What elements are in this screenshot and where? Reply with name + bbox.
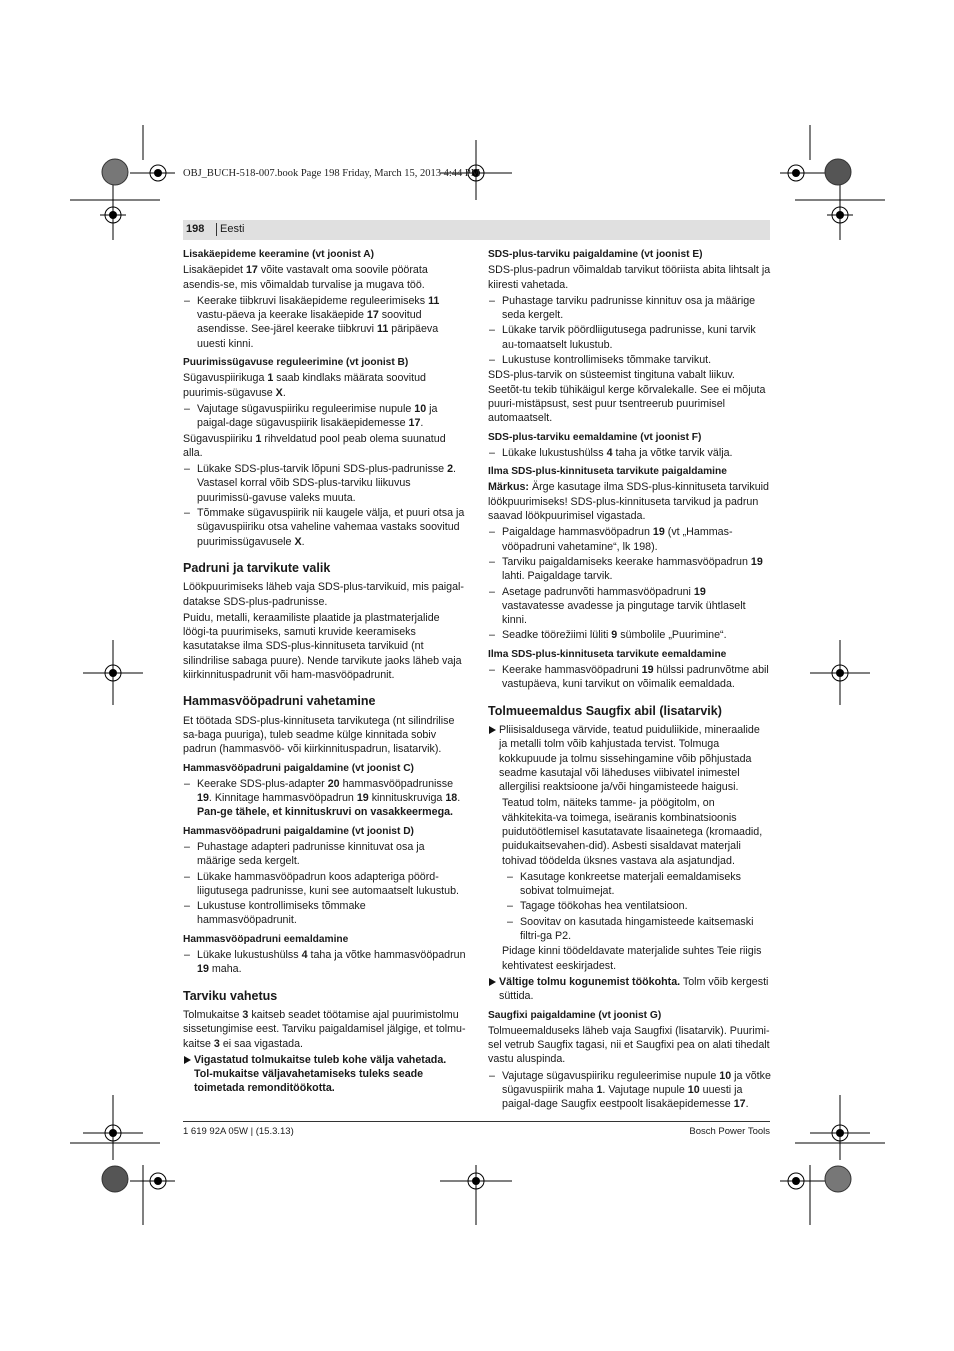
section-heading: Tarviku vahetus — [183, 988, 278, 1003]
heading: SDS-plus-tarviku paigaldamine (vt joonist E) — [488, 249, 703, 260]
paragraph: Märkus: Ärge kasutage ilma SDS-plus-kinnituseta tarvikuid löökpuurimiseks! SDS-plus-kinnituseta tarvikud ja padrun saavad löökpuurimisel vigastada. — [488, 481, 769, 523]
list-item: – Asetage padrunvõti hammasvööpadruni 19 vastavatesse avadesse ja pingutage tarvik ühtlaselt kinni. — [488, 585, 771, 628]
list-item: – Keerake tiibkruvi lisakäepideme reguleerimiseks 11 vastu-päeva ja keerake lisakäepide 17 soovitud asendisse. See-järel keerake tiibkruvi 11 päripäeva uuesti kinni. — [183, 294, 466, 351]
list-item: – Paigaldage hammasvööpadrun 19 (vt „Hammas-vööpadruni vahetamine“, lk 198). — [488, 525, 771, 554]
list-item: – Tarviku paigaldamiseks keerake hammasvööpadrun 19 lahti. Paigaldage tarvik. — [488, 555, 771, 584]
footer-doc-id: 1 619 92A 05W | (15.3.13) — [183, 1126, 294, 1137]
list-item: – Soovitav on kasutada hingamisteede kaitsemaski filtri-ga P2. — [506, 915, 771, 944]
list-item: – Puhastage adapteri padrunisse kinnituvat osa ja määrige seda kergelt. — [183, 840, 466, 869]
list-item: – Lukustuse kontrollimiseks tõmmake hammasvööpadrunit. — [183, 899, 466, 928]
list-item: – Lükake hammasvööpadrun koos adapteriga pöörd-liigutusega padrunisse, kuni see automaatselt lukustub. — [183, 870, 466, 899]
section-heading: Padruni ja tarvikute valik — [183, 560, 331, 575]
paragraph: Lisakäepidet 17 võite vastavalt oma soovile pöörata asendis-se, mis võimaldab turvalise ja mugava töö. — [183, 264, 428, 291]
footer-brand: Bosch Power Tools — [689, 1126, 770, 1137]
list-item: – Tagage töökohas hea ventilatsioon. — [506, 899, 771, 913]
list-item: – Vajutage sügavuspiiriku reguleerimise nupule 10 ja võtke sügavuspiirik maha 1. Vajutage nupule 10 uuesti ja paigal-dage Saugfix eestpoolt lisakäepidemesse 17. — [488, 1069, 771, 1112]
paragraph: Pidage kinni töödeldavate materjalide suhtes Teie riigis kehtivatest eeskirjadest. — [502, 945, 762, 972]
list-item: – Kasutage konkreetse materjali eemaldamiseks sobivat tolmuimejat. — [506, 870, 771, 899]
paragraph: Tolmueemalduseks läheb vaja Saugfixi (lisatarvik). Puurimi-sel vetrub Saugfix tagasi, nii et Saugfixi pea on alati tihedalt vastu aluspinda. — [488, 1024, 770, 1066]
heading: Hammasvööpadruni paigaldamine (vt joonist D) — [183, 825, 414, 837]
paragraph: SDS-plus-tarvik on süsteemist tingituna vabalt liikuv. Seetõt-tu tekib tühikäigul kerge kõrvalekalle. See ei mõjuta puuri-mistäpsust, sest puur tsentreerub puurimisel automaatselt. — [488, 369, 766, 425]
list-item: – Lükake SDS-plus-tarvik lõpuni SDS-plus-padrunisse 2. Vastasel korral võib SDS-plus-tarviku liikuvus puurimissü-gavuse valeks muuta. — [183, 462, 466, 505]
paragraph: Löökpuurimiseks läheb vaja SDS-plus-tarvikuid, mis paigal-datakse SDS-plus-padrunisse. — [183, 581, 464, 608]
heading: Ilma SDS-plus-kinnituseta tarvikute paigaldamine — [488, 466, 727, 478]
file-slug: OBJ_BUCH-518-007.book Page 198 Friday, March 15, 2013 4:44 PM — [183, 168, 481, 179]
list-item: – Lükake lukustushülss 4 taha ja võtke tarvik välja. — [488, 446, 771, 460]
heading: Ilma SDS-plus-kinnituseta tarvikute eemaldamine — [488, 648, 727, 660]
warning-item: Vigastatud tolmukaitse tuleb kohe välja vahetada. Tol-mukaitse väljavahetamiseks tuleks seade toimetada remonditöökotta. — [183, 1053, 466, 1096]
paragraph: Sügavuspiiriku 1 rihveldatud pool peab olema suunatud alla. — [183, 432, 446, 459]
paragraph: Sügavuspiirikuga 1 saab kindlaks määrata soovitud puurimis-sügavuse X. — [183, 372, 427, 399]
list-item: – Tõmmake sügavuspiirik nii kaugele välja, et puuri otsa ja sügavuspiiriku otsa vaheline vahemaa vastaks soovitud puurimissügavusele X. — [183, 506, 466, 549]
list-item: – Keerake hammasvööpadruni 19 hülssi padrunvõtme abil vastupäeva, kuni tarvikut on võimalik eemaldada. — [488, 663, 771, 692]
list-item: – Lükake tarvik pöördliigutusega padrunisse, kuni tarvik au-tomaatselt lukustub. — [488, 323, 771, 352]
right-column — [488, 246, 771, 1113]
page-language: Eesti — [220, 223, 245, 235]
list-item: – Puhastage tarviku padrunisse kinnituv osa ja määrige seda kergelt. — [488, 294, 771, 323]
paragraph: Teatud tolm, näiteks tamme- ja pöögitolm, on vähkitekita-va toimega, iseäranis kombinatsioonis puidutöötlemisel kasutatavate lisaainetega (kromaadid, puidukaitsevahen-did). Asbesti sisaldavat materjali tohivad töödelda üksnes vastava ala asjatundjad. — [502, 797, 763, 867]
list-item: – Keerake SDS-plus-adapter 20 hammasvööpadrunisse 19. Kinnitage hammasvööpadrun 19 kinnituskruviga 18. Pan-ge tähele, et kinnituskruvi on vasakkeermega. — [183, 777, 466, 820]
heading: Hammasvööpadruni eemaldamine — [183, 933, 349, 945]
list-item: – Vajutage sügavuspiiriku reguleerimise nupule 10 ja paigal-dage sügavuspiirik lisakäepidemesse 17. — [183, 402, 466, 431]
section-heading: Hammasvööpadruni vahetamine — [183, 694, 376, 709]
paragraph: Tolmukaitse 3 kaitseb seadet töötamise ajal puurimistolmu sissetungimise eest. Tarviku paigaldamisel jälgige, et tolmu-kaitse 3 ei saa vigastada. — [183, 1008, 466, 1050]
list-item: – Seadke töörežiimi lüliti 9 sümbolile „Puurimine“. — [488, 628, 771, 642]
heading: Puurimissügavuse reguleerimine (vt joonist B) — [183, 357, 409, 369]
paragraph: SDS-plus-padrun võimaldab tarvikut tööriista abita lihtsalt ja kiiresti vahetada. — [488, 264, 771, 291]
warning-item: Vältige tolmu kogunemist töökohta. Tolm võib kergesti süttida. — [488, 975, 771, 1004]
paragraph: Et töötada SDS-plus-kinnituseta tarvikutega (nt silindrilise sa-baga puuriga), tuleb seadme külge kinnitada sobiv padrun (hammasvöö- või kiirkinnituspadrun, lisatarvik). — [183, 714, 455, 756]
footer-rule — [183, 1121, 770, 1122]
section-heading: Tolmueemaldus Saugfix abil (lisatarvik) — [488, 703, 722, 718]
page-number: 198 — [186, 223, 205, 235]
heading: Hammasvööpadruni paigaldamine (vt joonist C) — [183, 762, 414, 774]
list-item: – Lükake lukustushülss 4 taha ja võtke hammasvööpadrun 19 maha. — [183, 948, 466, 977]
left-column — [183, 246, 466, 1098]
heading: Lisakäepideme keeramine (vt joonist A) — [183, 249, 374, 260]
list-item: – Lukustuse kontrollimiseks tõmmake tarvikut. — [488, 353, 771, 367]
heading: Saugfixi paigaldamine (vt joonist G) — [488, 1009, 662, 1021]
page-header — [183, 220, 770, 240]
warning-item: Pliisisaldusega värvide, teatud puiduliikide, mineraalide ja metalli tolm võib kahjustada tervist. Tolmuga kokkupuude ja tolmu sissehingamine võib põhjustada seadme kasutajal või läheduses viibivatel inimestel allergilisi reaktsioone ja/või hingamisteede haigusi. — [488, 723, 771, 794]
heading: SDS-plus-tarviku eemaldamine (vt joonist F) — [488, 431, 702, 443]
paragraph: Puidu, metalli, keraamiliste plaatide ja plastmaterjalide löögi-ta puurimiseks, samuti kruvide keeramiseks kasutatakse ilma SDS-plus-kinnituseta tarvikuid (nt silindrilise sabaga puure). Nende tarvikute jaoks läheb vaja kiirkinnituspadrunit või ham-masvööpadrunit. — [183, 611, 462, 682]
